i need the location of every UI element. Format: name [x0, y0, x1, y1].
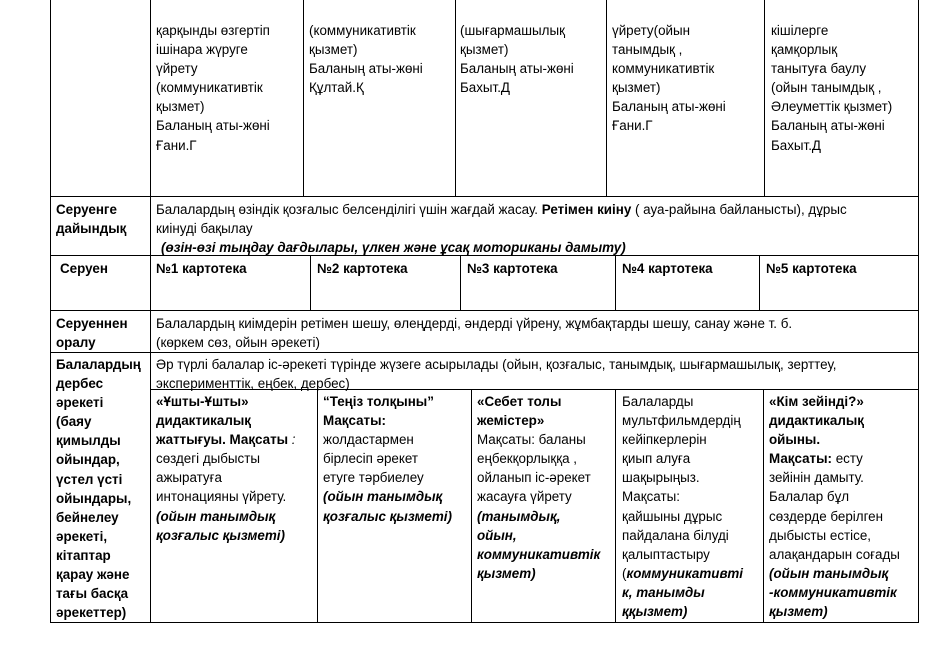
card-4: №4 картотека — [622, 261, 713, 276]
activity-goal-line — [156, 430, 296, 449]
activity-title: «Кім зейінді?» — [769, 394, 864, 409]
prep-text-part: ( ауа-райына байланысты), дұрыс — [631, 202, 847, 217]
cell-line: Бахыт.Д — [771, 137, 821, 153]
activity-text: зейінін дамыту. — [769, 470, 864, 486]
prep-emphasis: Ретімен киіну — [541, 202, 632, 217]
activity-text: пайдалана білуді — [622, 527, 729, 543]
row-divider — [50, 196, 919, 197]
cell-line: (коммуникативтік — [156, 80, 263, 96]
label-line: Серуеннен — [56, 316, 128, 331]
column-divider — [471, 389, 472, 622]
label-line: оралу — [56, 335, 96, 351]
prep-line-1 — [156, 200, 847, 219]
activity-text: бірлесіп әрекет — [323, 451, 419, 467]
goal-label: Мақсаты: — [769, 451, 832, 467]
activity-title: дидактикалық — [769, 413, 864, 429]
cell-line: (ойын танымдық , — [771, 80, 882, 96]
table-border — [918, 0, 919, 623]
top-cell-4 — [612, 21, 726, 136]
row-divider — [50, 622, 919, 623]
cell-line: коммуникативтік — [612, 61, 715, 77]
activity-cell-2 — [323, 392, 452, 526]
activity-title: “Теңіз толқыны” — [323, 394, 434, 409]
intro-line-2: эксперименттік, еңбек, дербес) — [156, 376, 350, 392]
cell-line: қамқорлық — [771, 42, 838, 58]
top-cell-3 — [460, 21, 574, 97]
label-line: қимылды — [56, 433, 121, 449]
cell-line: Баланың аты-жөні — [460, 61, 574, 77]
column-divider — [317, 389, 318, 622]
column-divider — [615, 255, 616, 310]
label-line: әрекеті — [56, 395, 104, 411]
label-line: тағы басқа — [56, 586, 129, 602]
activity-type-paren: ( — [622, 565, 627, 581]
activity-cell-4 — [622, 392, 743, 621]
activity-text: етуге тәрбиелеу — [323, 470, 424, 486]
label-line: Серуенге — [56, 202, 117, 217]
card-1: №1 картотека — [156, 261, 247, 276]
activity-text: дыбысты естісе, — [769, 527, 872, 543]
activity-text: ажыратуға — [156, 470, 222, 486]
goal-label: жаттығуы. Мақсаты — [156, 432, 289, 448]
activity-type: (ойын танымдық — [769, 565, 889, 581]
top-cell-1 — [156, 21, 270, 155]
prep-line-2: киінуді бақылау — [156, 221, 253, 237]
activity-text: Мақсаты: — [622, 489, 680, 505]
column-divider — [150, 0, 151, 623]
cell-line: танытуға баулу — [771, 61, 867, 77]
activity-text: қиып алуға — [622, 451, 691, 467]
activity-text: сөздерде берілген — [769, 508, 884, 524]
cell-line: танымдық , — [612, 42, 683, 58]
label-line: әрекеттер) — [56, 605, 127, 621]
cell-line: Бахыт.Д — [460, 80, 510, 96]
return-line-2: (көркем сөз, ойын әрекеті) — [156, 335, 320, 351]
column-divider — [303, 0, 304, 196]
prep-text-part: Балалардың өзіндік қозғалыс белсенділігі үшін жағдай жасау. — [156, 202, 542, 217]
activity-type: қозғалыс қызметі) — [156, 527, 285, 543]
row-divider — [50, 310, 919, 311]
card-2: №2 картотека — [317, 261, 408, 276]
activity-text: Мақсаты: баланы — [477, 432, 586, 448]
activity-type: (танымдық, — [477, 508, 561, 524]
prep-text — [156, 200, 847, 257]
activity-type: коммуникативті — [626, 565, 743, 581]
card-5: №5 картотека — [766, 261, 857, 276]
column-divider — [606, 0, 607, 196]
prep-line-3: (өзін-өзі тыңдау дағдылары, үлкен және ұсақ моториканы дамыту) — [161, 240, 626, 256]
activity-text: сөздегі дыбысты — [156, 451, 261, 467]
cell-line: Баланың аты-жөні — [156, 118, 270, 134]
cell-line: қызмет) — [156, 99, 205, 115]
cell-line: кішілерге — [771, 23, 829, 38]
top-cell-2 — [309, 21, 423, 97]
activity-type: ойын, — [477, 527, 517, 543]
activity-title: «Себет толы — [477, 394, 562, 409]
activity-title: дидактикалық — [156, 413, 251, 429]
activity-type: к, танымды — [622, 584, 705, 600]
label-line: дербес — [56, 376, 104, 392]
activity-text: мультфильмдердің — [622, 413, 741, 429]
activity-type: қызмет) — [769, 604, 828, 620]
walk-label: Серуен — [60, 261, 108, 276]
cell-line: (шығармашылық — [460, 23, 565, 38]
cell-line: Ғани.Г — [612, 118, 653, 134]
activity-title: Мақсаты: — [323, 413, 386, 429]
table-border — [50, 0, 51, 623]
activity-text: кейіпкерлерін — [622, 432, 707, 448]
activity-text: жасауға үйрету — [477, 489, 572, 505]
column-divider — [310, 255, 311, 310]
activity-type: қозғалыс қызметі) — [323, 508, 452, 524]
cell-line: қарқынды өзгертіп — [156, 23, 270, 38]
cell-line: Ғани.Г — [156, 137, 197, 153]
cell-line: Баланың аты-жөні — [309, 61, 423, 77]
column-divider — [615, 389, 616, 622]
label-line: ойындары, — [56, 490, 132, 506]
label-line: ойындар, — [56, 452, 120, 468]
cell-line: қызмет) — [612, 80, 661, 96]
intro-line-1: Әр түрлі балалар іс-әрекеті түрінде жүзеге асырылады (ойын, қозғалыс, танымдық, шығармашылық, зерттеу, — [156, 357, 837, 372]
label-line: үстел үсті — [56, 471, 123, 487]
label-line: әрекеті, — [56, 528, 108, 544]
cell-line: қызмет) — [309, 42, 358, 58]
cell-line: үйрету(ойын — [612, 23, 691, 38]
activity-text: қалыптастыру — [622, 546, 710, 562]
activity-text: Балалар бұл — [769, 489, 850, 505]
column-divider — [460, 255, 461, 310]
activity-text: Балаларды — [622, 394, 694, 409]
activity-type: қызмет) — [477, 565, 536, 581]
cell-line: Баланың аты-жөні — [612, 99, 726, 115]
cell-line: Әлеуметтік қызмет) — [771, 99, 893, 115]
label-line: қарау және — [56, 567, 130, 583]
return-label — [56, 314, 128, 352]
cell-line: Баланың аты-жөні — [771, 118, 885, 134]
activity-type: (ойын танымдық — [156, 508, 276, 524]
activity-type: ққызмет) — [622, 604, 688, 620]
activity-title: «Ұшты-Ұшты» — [156, 394, 249, 409]
independent-intro — [156, 355, 837, 393]
activity-title: ойыны. — [769, 432, 821, 448]
activity-goal-line — [769, 449, 900, 468]
activity-text: ойланып іс-әрекет — [477, 470, 591, 486]
goal-colon: : — [288, 432, 296, 448]
cell-line: үйрету — [156, 61, 198, 77]
label-line: Балалардың — [56, 357, 141, 372]
column-divider — [455, 0, 456, 196]
activity-type-line — [622, 564, 743, 583]
goal-text: есту — [831, 451, 863, 467]
label-line: (баяу — [56, 414, 92, 430]
column-divider — [763, 389, 764, 622]
column-divider — [759, 255, 760, 310]
label-line: бейнелеу — [56, 509, 119, 525]
activity-text: еңбекқорлыққа , — [477, 451, 578, 467]
activity-cell-5 — [769, 392, 900, 621]
activity-text: жолдастармен — [323, 432, 414, 448]
label-line: дайындық — [56, 221, 127, 237]
card-3: №3 картотека — [467, 261, 558, 276]
activity-text: қайшыны дұрыс — [622, 508, 723, 524]
activity-type: (ойын танымдық — [323, 489, 443, 505]
activity-cell-1 — [156, 392, 296, 545]
top-cell-5 — [771, 21, 892, 155]
activity-text: алақандарын соғады — [769, 546, 900, 562]
label-line: кітаптар — [56, 547, 111, 563]
column-divider — [764, 0, 765, 196]
activity-title: жемістер» — [477, 413, 545, 429]
activity-type: коммуникативтік — [477, 546, 601, 562]
independent-label — [56, 355, 141, 622]
prep-label — [56, 200, 126, 238]
activity-text: шақырыңыз. — [622, 470, 700, 486]
activity-cell-3 — [477, 392, 600, 583]
cell-line: қызмет) — [460, 42, 509, 58]
return-line-1: Балалардың киімдерін ретімен шешу, өлеңдерді, әндерді үйрену, жұмбақтарды шешу, санау және т. б. — [156, 316, 793, 331]
return-text — [156, 314, 792, 352]
cell-line: (коммуникативтік — [309, 23, 416, 38]
activity-type: -коммуникативтік — [769, 584, 897, 600]
cell-line: ішінара жүруге — [156, 42, 248, 58]
activity-text: интонацияны үйрету. — [156, 489, 287, 505]
cell-line: Құлтай.Қ — [309, 80, 364, 96]
